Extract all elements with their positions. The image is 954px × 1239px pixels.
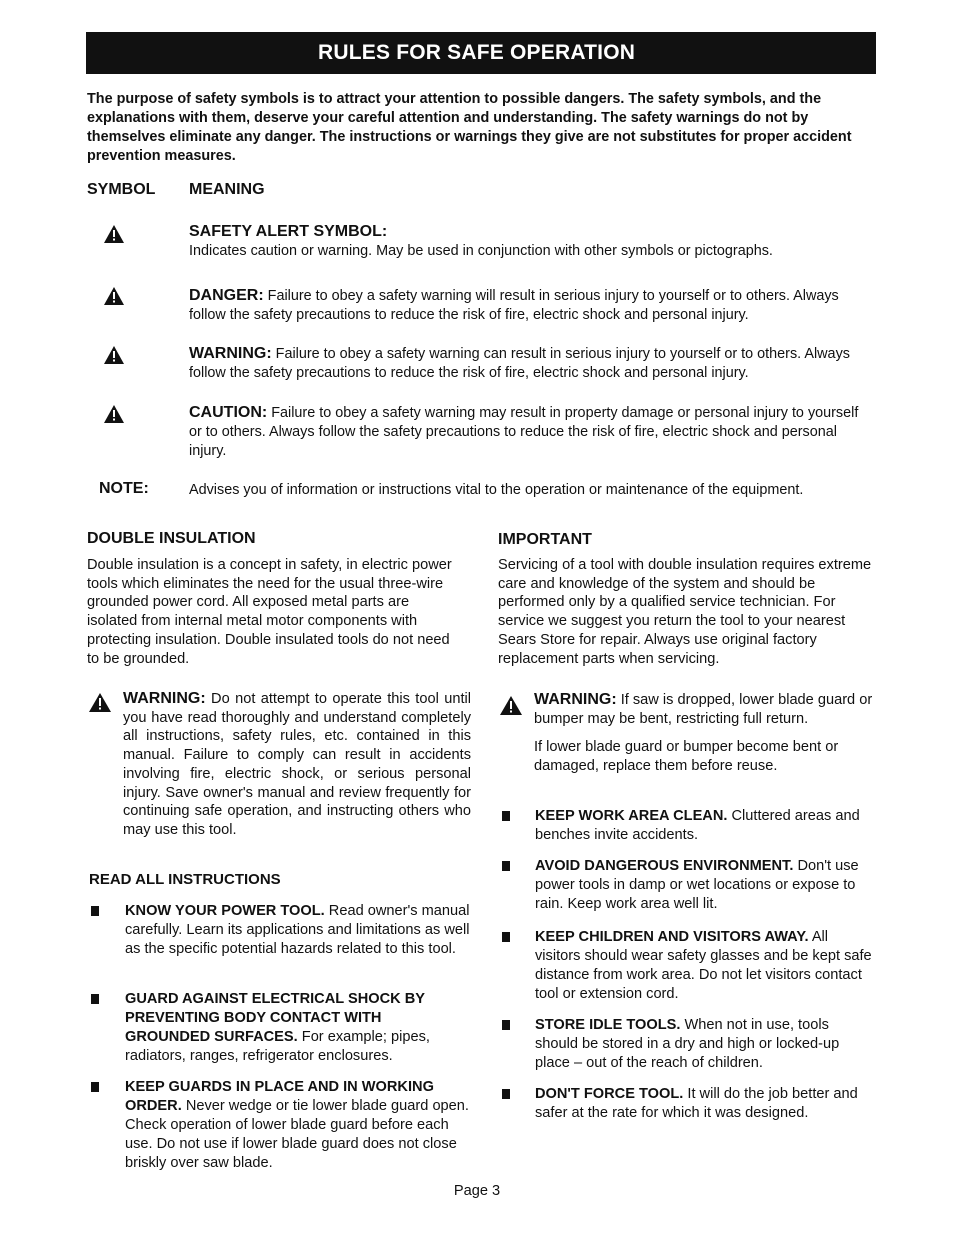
item-lead: KEEP WORK AREA CLEAN.: [535, 808, 728, 824]
warning-label: WARNING:: [534, 691, 617, 708]
list-item-know-tool: [125, 902, 470, 959]
item-lead: AVOID DANGEROUS ENVIRONMENT.: [535, 858, 794, 874]
item-lead: KEEP CHILDREN AND VISITORS AWAY.: [535, 929, 809, 945]
item-text: For example; pipes, radiators, ranges, refrigerator enclosures.: [125, 1029, 430, 1064]
page-title: RULES FOR SAFE OPERATION: [86, 32, 876, 74]
read-all-instructions-heading: READ ALL INSTRUCTIONS: [89, 871, 281, 888]
bullet-icon: [502, 811, 510, 821]
item-text: All visitors should wear safety glasses and be kept safe distance from work area. Do not let visitors contact tool or extension cord.: [535, 929, 872, 1002]
symbol-title: DANGER:: [189, 287, 264, 304]
important-heading: IMPORTANT: [498, 531, 592, 548]
item-lead: KEEP GUARDS IN PLACE AND IN WORKING ORDER.: [125, 1079, 434, 1114]
bullet-icon: [91, 1082, 99, 1092]
symbol-definition-warning: [189, 344, 869, 383]
symbol-title: CAUTION:: [189, 404, 268, 421]
symbol-definition-caution: [189, 403, 869, 461]
bullet-icon: [502, 932, 510, 942]
bullet-icon: [502, 1020, 510, 1030]
caution-alert-icon: [104, 405, 124, 423]
operation-warning: [123, 690, 471, 840]
warning-icon: [500, 696, 522, 715]
item-text: When not in use, tools should be stored in a dry and high or locked-up place – out of the reach of children.: [535, 1017, 840, 1071]
item-lead: STORE IDLE TOOLS.: [535, 1017, 681, 1033]
list-item-work-area: [535, 807, 875, 845]
symbol-description: Indicates caution or warning. May be used in conjunction with other symbols or pictographs.: [189, 243, 773, 259]
symbol-description: Failure to obey a safety warning can result in serious injury to yourself or to others. Always follow the safety precautions to reduce the risk of fire, electric shock and personal injury.: [189, 346, 850, 381]
item-text: It will do the job better and safer at the rate for which it was designed.: [535, 1086, 858, 1121]
note-text: Advises you of information or instructions vital to the operation or maintenance of the equipment.: [189, 482, 804, 498]
safety-alert-icon: [104, 225, 124, 243]
list-item-keep-guards: [125, 1078, 470, 1173]
list-item-electrical-shock: [125, 990, 470, 1066]
list-item-force-tool: [535, 1085, 875, 1123]
intro-paragraph: The purpose of safety symbols is to attract your attention to possible dangers. The safety symbols, and the explanations with them, deserve your careful attention and understanding. The safety warnings do not by themselves eliminate any danger. The instructions or warnings they give are not substitutes for proper accident prevention measures.: [87, 91, 852, 164]
danger-alert-icon: [104, 287, 124, 305]
item-lead: DON'T FORCE TOOL.: [535, 1086, 684, 1102]
meaning-column-header: MEANING: [189, 181, 265, 198]
list-item-children-visitors: [535, 928, 875, 1004]
bullet-icon: [502, 1089, 510, 1099]
item-text: Cluttered areas and benches invite accidents.: [535, 808, 860, 843]
symbol-definition-danger: [189, 286, 869, 325]
double-insulation-text: Double insulation is a concept in safety, in electric power tools which eliminates the need for the usual three-wire grounded power cord. All exposed metal parts are isolated from internal metal motor components with protecting insulation. Double insulated tools do not need to be grounded.: [87, 557, 452, 667]
item-lead: GUARD AGAINST ELECTRICAL SHOCK BY PREVENTING BODY CONTACT WITH GROUNDED SURFACES.: [125, 991, 425, 1045]
symbol-title: SAFETY ALERT SYMBOL:: [189, 223, 388, 240]
bullet-icon: [91, 906, 99, 916]
warning-followup-text: If lower blade guard or bumper become bent or damaged, replace them before reuse.: [534, 739, 839, 775]
warning-label: WARNING:: [123, 690, 206, 707]
symbol-definition-safety-alert: [189, 222, 869, 261]
page-number: Page 3: [453, 1183, 501, 1199]
bullet-icon: [91, 994, 99, 1004]
bullet-icon: [502, 861, 510, 871]
warning-text: Do not attempt to operate this tool until you have read thoroughly and understand completely all instructions, safety rules, etc. contained in this manual. Failure to comply can result in accidents involving fire, electric shock, or serious personal injury. Save owner's manual and review frequently for continuing safe operation, and instructing others who may use this tool.: [123, 691, 471, 838]
symbol-description: Failure to obey a safety warning may result in property damage or personal injury to yourself or to others. Always follow the safety precautions to reduce the risk of fire, electric shock and personal injury.: [189, 405, 859, 459]
item-text: Don't use power tools in damp or wet locations or expose to rain. Keep work area well lit.: [535, 858, 859, 912]
item-text: Never wedge or tie lower blade guard open. Check operation of lower blade guard before each use. Do not use if lower blade guard does not close briskly over saw blade.: [125, 1098, 469, 1171]
important-text: Servicing of a tool with double insulation requires extreme care and knowledge of the system and should be performed only by a qualified service technician. For service we suggest you return the tool to your nearest Sears Store for repair. Always use original factory replacement parts when servicing.: [498, 557, 872, 667]
note-label: NOTE:: [99, 480, 149, 497]
symbol-column-header: SYMBOL: [87, 181, 156, 198]
dropped-saw-warning: [534, 691, 874, 776]
warning-text: If saw is dropped, lower blade guard or bumper may be bent, restricting full return.: [534, 692, 873, 727]
double-insulation-heading: DOUBLE INSULATION: [87, 530, 256, 547]
symbol-description: Failure to obey a safety warning will result in serious injury to yourself or to others. Always follow the safety precautions to reduce the risk of fire, electric shock and personal injury.: [189, 288, 839, 323]
warning-alert-icon: [104, 346, 124, 364]
warning-icon: [89, 693, 111, 712]
item-lead: KNOW YOUR POWER TOOL.: [125, 903, 325, 919]
list-item-idle-tools: [535, 1016, 875, 1073]
list-item-environment: [535, 857, 875, 914]
symbol-title: WARNING:: [189, 345, 272, 362]
item-text: Read owner's manual carefully. Learn its applications and limitations as well as the specific potential hazards related to this tool.: [125, 903, 470, 957]
